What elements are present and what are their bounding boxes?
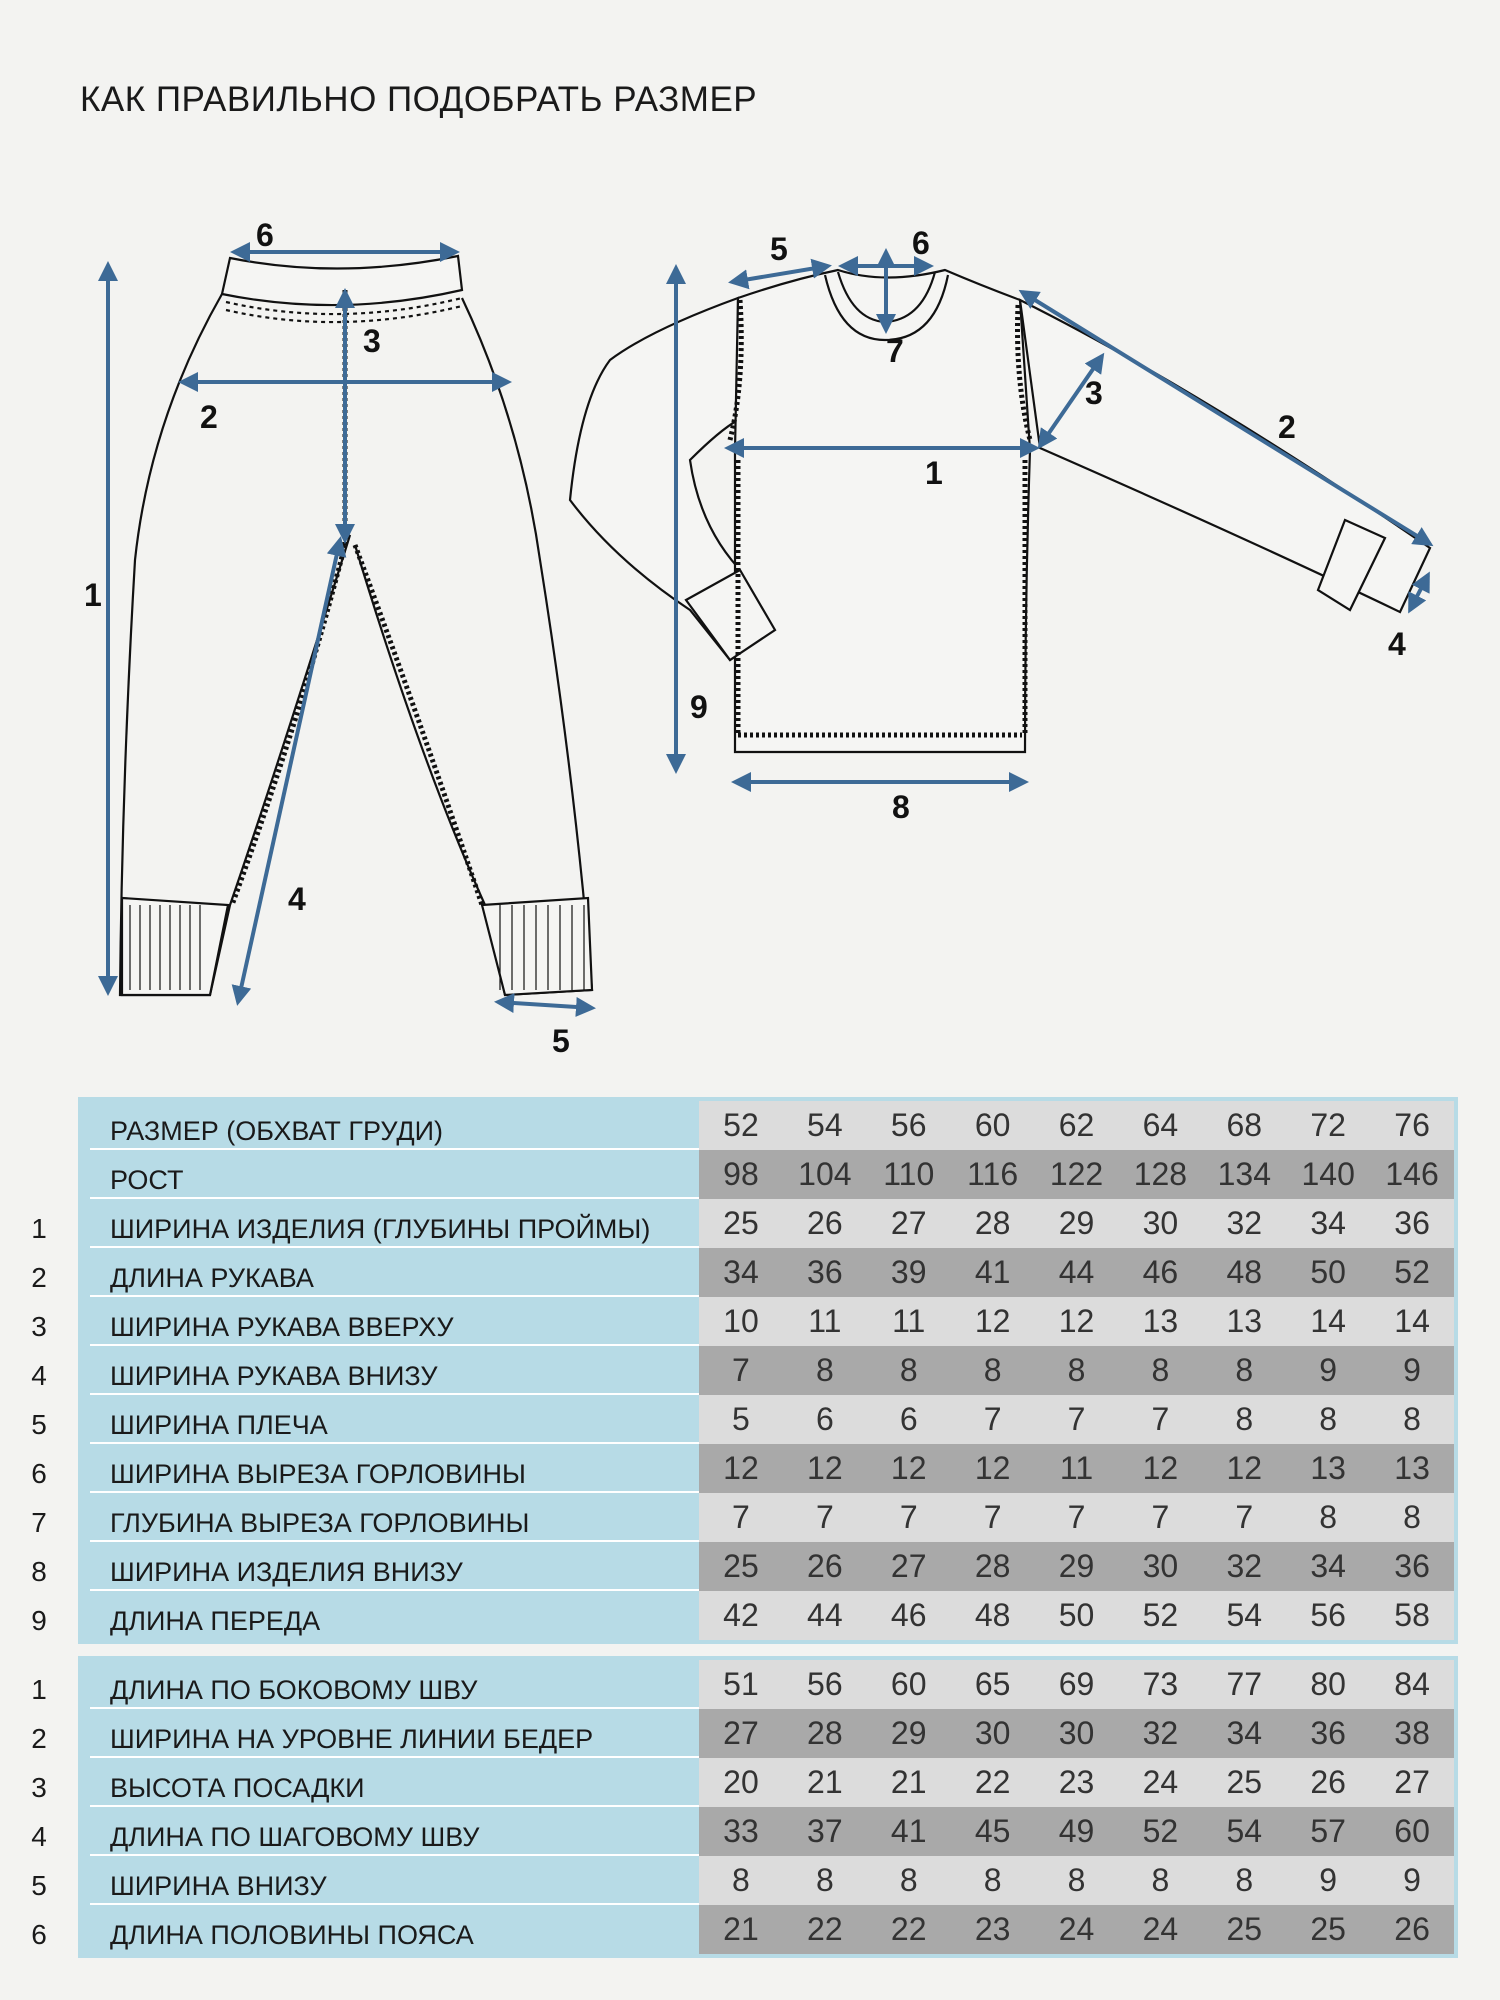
table-cell: 5 [732,1401,750,1437]
table-cell: 25 [723,1548,759,1584]
table-cell: 41 [890,1813,927,1849]
table-cell: 49 [1058,1813,1095,1849]
row-values [699,1709,1454,1758]
row-values [699,1199,1454,1248]
table-cell: 60 [1394,1813,1430,1849]
table-cell: 7 [732,1499,750,1535]
table-cell: 80 [1310,1666,1346,1702]
table-cell: 52 [1142,1597,1179,1633]
row-label: ВЫСОТА ПОСАДКИ [84,1758,704,1807]
table-cell: 20 [723,1764,759,1800]
table-cell: 34 [723,1254,759,1290]
table-cell: 11 [1059,1450,1094,1486]
table-cell: 8 [899,1862,918,1898]
row-values [699,1807,1454,1856]
table-row [31,1758,1458,1807]
row-label: ШИРИНА ПЛЕЧА [84,1395,704,1444]
table-cell: 12 [974,1303,1011,1339]
table-cell: 36 [1394,1548,1430,1584]
table-cell: 7 [899,1499,918,1535]
table-cell: 28 [974,1548,1011,1584]
table-cell: 13 [1142,1303,1179,1339]
row-values [699,1493,1454,1542]
shirt-label-4: 4 [1388,626,1406,662]
table-cell: 22 [807,1911,843,1947]
page-title: КАК ПРАВИЛЬНО ПОДОБРАТЬ РАЗМЕР [80,80,758,119]
row-number: 3 [31,1311,47,1342]
table-cell: 8 [1067,1352,1086,1388]
table-cell: 28 [974,1205,1011,1241]
table-cell: 14 [1394,1303,1430,1339]
row-number: 2 [31,1262,47,1293]
row-number: 6 [31,1458,47,1489]
table-cell: 30 [974,1715,1011,1751]
shirt-label-5: 5 [770,231,788,267]
table-cell: 25 [1310,1911,1346,1947]
table-cell: 9 [1319,1352,1338,1388]
row-number: 9 [31,1605,47,1636]
table-cell: 7 [1235,1499,1254,1535]
pants-label-5: 5 [552,1023,570,1059]
table-cell: 12 [1226,1450,1263,1486]
table-row [31,1660,1458,1709]
table-cell: 60 [974,1107,1011,1143]
table-cell: 25 [723,1205,759,1241]
table-cell: 116 [967,1156,1019,1192]
pants-illustration [120,256,592,995]
table-cell: 8 [1319,1401,1338,1437]
table-row [31,1591,1458,1640]
table-cell: 64 [1142,1107,1179,1143]
table-cell: 29 [1058,1205,1095,1241]
table-cell: 8 [732,1862,750,1898]
shirt-label-6: 6 [912,225,930,261]
table-row [31,1395,1458,1444]
table-cell: 7 [732,1352,750,1388]
table-cell: 24 [1142,1911,1179,1947]
table-cell: 57 [1310,1813,1346,1849]
row-values [699,1444,1454,1493]
table-cell: 34 [1226,1715,1263,1751]
table-cell: 24 [1142,1764,1179,1800]
table-cell: 8 [815,1352,834,1388]
row-values [699,1856,1454,1905]
table-cell: 27 [890,1205,927,1241]
table-cell: 58 [1394,1597,1430,1633]
table-cell: 32 [1226,1205,1263,1241]
table-cell: 56 [890,1107,927,1143]
table-cell: 27 [1394,1764,1430,1800]
table-cell: 13 [1310,1450,1346,1486]
row-label: РОСТ [84,1150,704,1199]
table-cell: 7 [815,1499,834,1535]
table-cell: 24 [1058,1911,1095,1947]
row-values [699,1346,1454,1395]
row-label: ДЛИНА ПЕРЕДА [110,1606,321,1636]
shirt-label-2: 2 [1278,409,1296,445]
table-cell: 68 [1226,1107,1263,1143]
row-label: ДЛИНА ПО ШАГОВОМУ ШВУ [84,1807,704,1856]
table-cell: 8 [815,1862,834,1898]
table-cell: 13 [1226,1303,1263,1339]
table-cell: 11 [892,1303,926,1339]
table-cell: 8 [983,1352,1002,1388]
table-cell: 51 [723,1666,759,1702]
row-values [699,1248,1454,1297]
table-cell: 73 [1142,1666,1179,1702]
table-row [31,1444,1458,1493]
shirt-label-8: 8 [892,789,910,825]
pants-label-4: 4 [288,881,306,917]
table-row [78,1101,1458,1150]
table-row [78,1150,1458,1199]
row-label: ДЛИНА ПОЛОВИНЫ ПОЯСА [110,1920,474,1950]
table-cell: 65 [974,1666,1011,1702]
table-cell: 7 [983,1499,1002,1535]
row-label: ШИРИНА ИЗДЕЛИЯ (ГЛУБИНЫ ПРОЙМЫ) [84,1199,704,1248]
table-cell: 36 [807,1254,843,1290]
table-cell: 8 [983,1862,1002,1898]
table-cell: 8 [1235,1401,1254,1437]
pants-label-1: 1 [84,577,102,613]
row-label: ДЛИНА РУКАВА [84,1248,704,1297]
table-cell: 52 [723,1107,759,1143]
row-number: 7 [31,1507,47,1538]
table-cell: 110 [883,1156,935,1192]
shirt-label-3: 3 [1085,375,1103,411]
row-values [699,1905,1454,1954]
table-cell: 98 [723,1156,759,1192]
table-cell: 36 [1394,1205,1430,1241]
row-values [699,1150,1454,1199]
table-cell: 9 [1403,1352,1421,1388]
row-number [24,1150,54,1199]
table-cell: 13 [1394,1450,1430,1486]
table-cell: 25 [1226,1764,1263,1800]
row-label: ШИРИНА ВЫРЕЗА ГОРЛОВИНЫ [84,1444,704,1493]
table-cell: 26 [807,1548,843,1584]
table-row [31,1346,1458,1395]
table-cell: 34 [1310,1205,1346,1241]
row-number: 5 [31,1409,47,1440]
row-label: РАЗМЕР (ОБХВАТ ГРУДИ) [84,1101,704,1150]
table-cell: 8 [1151,1862,1170,1898]
table-row [31,1248,1458,1297]
pants-label-6: 6 [256,217,274,253]
table-cell: 56 [1310,1597,1346,1633]
table-cell: 7 [1067,1401,1086,1437]
table-cell: 29 [1058,1548,1095,1584]
table-cell: 54 [807,1107,843,1143]
row-label: ДЛИНА ПО БОКОВОМУ ШВУ [84,1660,704,1709]
shirt-size-table [31,1097,1458,1644]
table-cell: 60 [890,1666,927,1702]
table-cell: 146 [1385,1156,1439,1192]
row-values [699,1297,1454,1346]
table-cell: 41 [974,1254,1011,1290]
table-cell: 33 [723,1813,759,1849]
table-cell: 52 [1394,1254,1430,1290]
table-cell: 7 [1151,1499,1170,1535]
table-cell: 22 [890,1911,927,1947]
table-row [31,1905,1458,1954]
table-cell: 9 [1319,1862,1338,1898]
table-cell: 22 [974,1764,1011,1800]
table-cell: 9 [1403,1862,1421,1898]
row-number: 3 [31,1772,47,1803]
table-cell: 36 [1310,1715,1346,1751]
table-cell: 46 [890,1597,927,1633]
table-cell: 8 [1235,1862,1254,1898]
table-cell: 42 [723,1597,759,1633]
table-cell: 8 [1067,1862,1086,1898]
shirt-label-9: 9 [690,689,708,725]
table-cell: 46 [1142,1254,1179,1290]
table-cell: 44 [1058,1254,1095,1290]
row-number: 4 [31,1821,47,1852]
table-cell: 26 [1310,1764,1346,1800]
table-row [31,1199,1458,1248]
table-cell: 30 [1058,1715,1095,1751]
pants-label-3: 3 [363,323,381,359]
table-cell: 29 [890,1715,927,1751]
table-cell: 54 [1226,1597,1263,1633]
row-number [24,1101,54,1150]
table-cell: 56 [807,1666,843,1702]
table-cell: 30 [1142,1205,1179,1241]
table-cell: 7 [983,1401,1002,1437]
row-number: 2 [31,1723,47,1754]
table-row [31,1542,1458,1591]
table-cell: 23 [1058,1764,1095,1800]
table-cell: 38 [1394,1715,1430,1751]
table-cell: 32 [1226,1548,1263,1584]
table-cell: 122 [1049,1156,1104,1192]
table-cell: 32 [1142,1715,1179,1751]
table-cell: 8 [899,1352,918,1388]
row-number: 8 [31,1556,47,1587]
table-cell: 50 [1310,1254,1346,1290]
row-number: 1 [31,1674,47,1705]
table-row [31,1709,1458,1758]
table-cell: 26 [807,1205,843,1241]
row-label: ШИРИНА РУКАВА ВНИЗУ [84,1346,704,1395]
table-cell: 12 [974,1450,1011,1486]
table-cell: 6 [899,1401,918,1437]
row-number: 1 [31,1213,47,1244]
row-values [699,1591,1454,1640]
table-cell: 8 [1151,1352,1170,1388]
table-cell: 21 [723,1911,759,1947]
table-cell: 84 [1394,1666,1430,1702]
table-cell: 11 [808,1303,842,1339]
table-cell: 8 [1403,1499,1421,1535]
table-cell: 50 [1058,1597,1095,1633]
table-cell: 14 [1310,1303,1346,1339]
table-cell: 12 [807,1450,843,1486]
shirt-label-7: 7 [886,333,904,369]
table-row [31,1297,1458,1346]
row-values [699,1101,1454,1150]
table-cell: 54 [1226,1813,1263,1849]
table-cell: 77 [1226,1666,1263,1702]
table-cell: 12 [890,1450,927,1486]
table-cell: 134 [1217,1156,1271,1192]
table-cell: 12 [723,1450,759,1486]
row-values [699,1395,1454,1444]
table-row [31,1807,1458,1856]
table-cell: 8 [1319,1499,1338,1535]
pants-size-table [31,1656,1458,1958]
table-cell: 21 [807,1764,843,1800]
table-cell: 27 [890,1548,927,1584]
row-number: 5 [31,1870,47,1901]
table-cell: 7 [1151,1401,1170,1437]
table-cell: 52 [1142,1813,1179,1849]
table-cell: 45 [974,1813,1011,1849]
row-label: ШИРИНА РУКАВА ВВЕРХУ [84,1297,704,1346]
table-cell: 72 [1310,1107,1346,1143]
row-label: ШИРИНА НА УРОВНЕ ЛИНИИ БЕДЕР [84,1709,704,1758]
table-cell: 39 [890,1254,927,1290]
row-label: ШИРИНА ИЗДЕЛИЯ ВНИЗУ [84,1542,704,1591]
row-values [699,1660,1454,1709]
table-cell: 8 [1235,1352,1254,1388]
table-cell: 28 [807,1715,843,1751]
row-label: ГЛУБИНА ВЫРЕЗА ГОРЛОВИНЫ [84,1493,704,1542]
table-cell: 26 [1394,1911,1430,1947]
table-cell: 6 [815,1401,834,1437]
table-cell: 37 [807,1813,843,1849]
table-cell: 30 [1142,1548,1179,1584]
table-cell: 34 [1310,1548,1346,1584]
table-cell: 62 [1058,1107,1095,1143]
table-cell: 48 [1226,1254,1263,1290]
table-cell: 25 [1226,1911,1263,1947]
table-cell: 8 [1403,1401,1421,1437]
table-cell: 7 [1067,1499,1086,1535]
table-row [31,1493,1458,1542]
table-cell: 76 [1394,1107,1430,1143]
table-cell: 48 [974,1597,1011,1633]
pants-measurement-arrows [108,252,592,1008]
table-cell: 10 [723,1303,759,1339]
row-label: ШИРИНА ВНИЗУ [84,1856,704,1905]
table-cell: 128 [1133,1156,1188,1192]
table-cell: 27 [723,1715,759,1751]
table-row [31,1856,1458,1905]
row-values [699,1758,1454,1807]
row-values [699,1542,1454,1591]
row-number: 6 [31,1919,47,1950]
table-cell: 21 [890,1764,927,1800]
table-cell: 23 [974,1911,1011,1947]
shirt-label-1: 1 [925,455,943,491]
shirt-illustration [570,270,1430,752]
table-cell: 12 [1142,1450,1179,1486]
row-number: 4 [31,1360,47,1391]
table-cell: 140 [1301,1156,1355,1192]
table-cell: 44 [807,1597,843,1633]
table-cell: 104 [798,1156,852,1192]
table-cell: 12 [1058,1303,1095,1339]
pants-label-2: 2 [200,399,218,435]
table-cell: 69 [1058,1666,1095,1702]
